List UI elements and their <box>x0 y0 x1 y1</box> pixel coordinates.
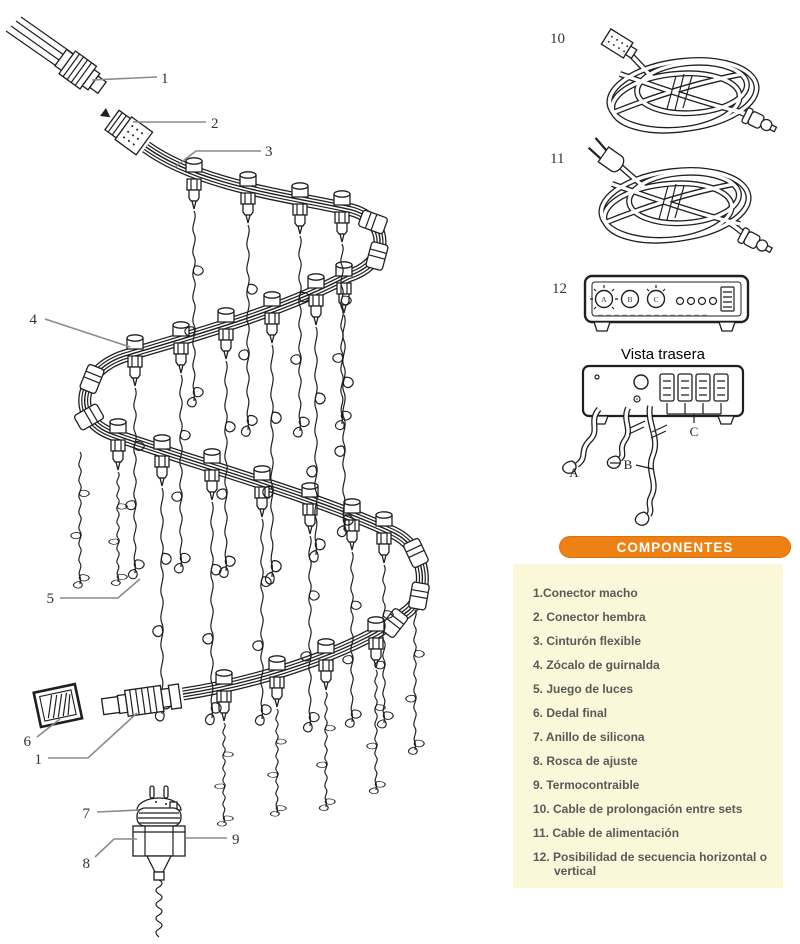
insert-arrow-icon <box>100 108 113 121</box>
callout-adjust-nut <box>83 839 138 872</box>
callout-number: 7 <box>82 806 90 822</box>
component-item-10: 10. Cable de prolongación entre sets <box>533 802 743 816</box>
lamp-sockets <box>110 158 392 721</box>
callout-garland-socket <box>30 312 131 347</box>
knob-b-label: B <box>627 295 633 304</box>
lamp-detail <box>133 786 185 937</box>
component-item-3: 3. Cinturón flexible <box>533 634 642 648</box>
power-cable-label: 11 <box>550 151 565 167</box>
component-item-7: 7. Anillo de silicona <box>533 730 645 744</box>
belt-sleeves <box>73 210 429 639</box>
callout-number: 4 <box>29 312 37 328</box>
callout-light-set <box>47 579 141 607</box>
callout-number: 3 <box>265 144 273 160</box>
extension-cable-label: 10 <box>550 31 565 47</box>
callout-number: 1 <box>34 752 42 768</box>
component-item-11: 11. Cable de alimentación <box>533 826 680 840</box>
callout-silicone-ring <box>83 806 140 822</box>
outlets-c-label: C <box>689 424 699 439</box>
callout-number: 6 <box>23 734 31 750</box>
male-connector-top <box>53 46 111 99</box>
callout-number: 9 <box>232 832 240 848</box>
callout-heat-shrink <box>186 832 240 848</box>
callout-number: 8 <box>82 856 90 872</box>
power-cable-male-end <box>737 227 775 257</box>
extension-cable-male-end <box>741 107 779 136</box>
male-connector-bottom <box>101 683 182 720</box>
callout-number: 1 <box>161 71 169 87</box>
component-item-9: 9. Termocontraible <box>533 778 640 792</box>
cable-a-label: A <box>569 465 579 480</box>
controller-front-illustration <box>552 276 748 331</box>
controller-rear-illustration <box>563 346 743 525</box>
component-item-4: 4. Zócalo de guirnalda <box>533 658 660 672</box>
components-list <box>513 564 783 878</box>
callout-number: 5 <box>46 591 54 607</box>
components-banner: COMPONENTES <box>559 536 791 558</box>
component-item-6: 6. Dedal final <box>533 706 608 720</box>
callout-number: 2 <box>211 116 219 132</box>
component-item-1: 1.Conector macho <box>533 586 638 600</box>
controller-label: 12 <box>552 281 567 297</box>
power-plug-icon <box>585 138 626 175</box>
component-item-2: 2. Conector hembra <box>533 610 646 624</box>
component-item-8: 8. Rosca de ajuste <box>533 754 638 768</box>
extension-cable-illustration <box>550 29 779 138</box>
rear-view-title: Vista trasera <box>621 346 705 363</box>
power-cable-illustration <box>550 138 775 257</box>
female-connector <box>104 109 153 155</box>
knob-a-label: A <box>601 295 607 304</box>
components-panel <box>513 564 783 888</box>
cable-b-label: B <box>623 457 633 472</box>
component-item-12: 12. Posibilidad de secuencia horizontal o vertical <box>533 850 768 878</box>
component-item-5: 5. Juego de luces <box>533 682 634 696</box>
knob-c-label: C <box>653 295 659 304</box>
